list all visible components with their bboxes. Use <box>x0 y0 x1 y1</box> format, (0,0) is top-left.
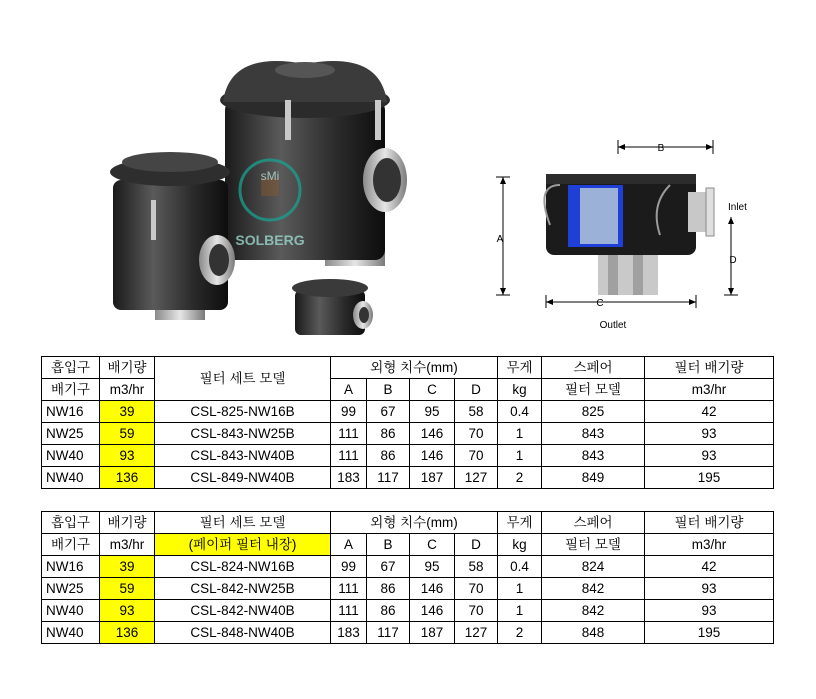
header-dim-b: B <box>367 534 410 556</box>
cell-d: 70 <box>455 445 498 467</box>
header-weight: 무게 <box>498 357 542 379</box>
header-dim-b: B <box>367 379 410 401</box>
small-filter-housing <box>292 279 373 335</box>
cell-model: CSL-842-NW25B <box>155 578 331 600</box>
product-photo <box>95 60 425 350</box>
cell-c: 146 <box>410 578 455 600</box>
header-spare-model: 필터 모델 <box>542 534 645 556</box>
header-weight-unit: kg <box>498 534 542 556</box>
cell-a: 183 <box>331 622 367 644</box>
dimension-b <box>618 140 713 154</box>
dimension-c <box>546 295 696 309</box>
watermark-text: SOLBERG <box>235 232 305 248</box>
cell-b: 86 <box>367 578 410 600</box>
cell-a: 183 <box>331 467 367 489</box>
label-inlet: Inlet <box>728 202 747 213</box>
cell-port: NW40 <box>42 622 100 644</box>
cell-d: 70 <box>455 600 498 622</box>
cell-spare: 843 <box>542 445 645 467</box>
label-outlet: Outlet <box>599 320 627 331</box>
header-dim-a: A <box>331 534 367 556</box>
cell-kg: 2 <box>498 622 542 644</box>
cell-d: 127 <box>455 467 498 489</box>
label-b: B <box>657 143 665 154</box>
cell-filter-flow: 42 <box>645 401 774 423</box>
cell-b: 67 <box>367 556 410 578</box>
cell-filter-flow: 93 <box>645 423 774 445</box>
cell-d: 58 <box>455 556 498 578</box>
cell-port: NW16 <box>42 401 100 423</box>
cell-a: 111 <box>331 600 367 622</box>
header-inlet: 흡입구 <box>42 512 100 534</box>
header-row-2 <box>42 534 774 556</box>
cell-model: CSL-843-NW25B <box>155 423 331 445</box>
diagram-housing <box>544 174 714 295</box>
header-dims: 외형 치수(mm) <box>331 357 498 379</box>
header-flow-unit: m3/hr <box>100 379 155 401</box>
cell-a: 99 <box>331 401 367 423</box>
cell-spare: 848 <box>542 622 645 644</box>
cell-kg: 2 <box>498 467 542 489</box>
header-filter-flow-unit: m3/hr <box>645 379 774 401</box>
cell-model: CSL-825-NW16B <box>155 401 331 423</box>
label-c: C <box>596 298 604 309</box>
cell-filter-flow: 93 <box>645 445 774 467</box>
cell-b: 86 <box>367 600 410 622</box>
cell-c: 146 <box>410 600 455 622</box>
table-row <box>42 401 774 423</box>
cell-b: 117 <box>367 467 410 489</box>
cell-spare: 842 <box>542 578 645 600</box>
cell-port: NW25 <box>42 578 100 600</box>
cell-kg: 1 <box>498 600 542 622</box>
cell-c: 146 <box>410 423 455 445</box>
cell-model: CSL-849-NW40B <box>155 467 331 489</box>
cell-flow: 59 <box>100 423 155 445</box>
header-spare-model: 필터 모델 <box>542 379 645 401</box>
cell-b: 86 <box>367 423 410 445</box>
cell-c: 146 <box>410 445 455 467</box>
cell-b: 67 <box>367 401 410 423</box>
cell-port: NW16 <box>42 556 100 578</box>
cell-kg: 1 <box>498 578 542 600</box>
cell-flow: 93 <box>100 445 155 467</box>
cell-flow: 93 <box>100 600 155 622</box>
cell-spare: 842 <box>542 600 645 622</box>
cell-d: 58 <box>455 401 498 423</box>
cell-kg: 0.4 <box>498 556 542 578</box>
cell-port: NW40 <box>42 445 100 467</box>
cell-c: 187 <box>410 467 455 489</box>
label-d: D <box>729 255 737 266</box>
header-spare: 스페어 <box>542 512 645 534</box>
cell-kg: 1 <box>498 445 542 467</box>
cell-filter-flow: 93 <box>645 578 774 600</box>
cell-c: 187 <box>410 622 455 644</box>
header-row-1 <box>42 512 774 534</box>
cell-model: CSL-824-NW16B <box>155 556 331 578</box>
header-dim-d: D <box>455 379 498 401</box>
header-model: 필터 세트 모델 <box>155 357 331 401</box>
medium-filter-housing <box>110 152 235 320</box>
cell-flow: 39 <box>100 556 155 578</box>
header-row-2 <box>42 379 774 401</box>
cell-c: 95 <box>410 401 455 423</box>
dimension-d <box>724 217 738 295</box>
cell-model: CSL-843-NW40B <box>155 445 331 467</box>
header-filter-flow-unit: m3/hr <box>645 534 774 556</box>
cell-a: 111 <box>331 578 367 600</box>
header-flow-unit: m3/hr <box>100 534 155 556</box>
cell-b: 117 <box>367 622 410 644</box>
cell-kg: 0.4 <box>498 401 542 423</box>
cell-filter-flow: 195 <box>645 622 774 644</box>
cell-filter-flow: 93 <box>645 600 774 622</box>
cell-filter-flow: 42 <box>645 556 774 578</box>
cell-model: CSL-848-NW40B <box>155 622 331 644</box>
cell-filter-flow: 195 <box>645 467 774 489</box>
table-row <box>42 423 774 445</box>
header-dims: 외형 치수(mm) <box>331 512 498 534</box>
cell-b: 86 <box>367 445 410 467</box>
cell-flow: 136 <box>100 622 155 644</box>
header-row-1 <box>42 357 774 379</box>
cell-kg: 1 <box>498 423 542 445</box>
dimension-a <box>496 177 510 295</box>
cell-spare: 825 <box>542 401 645 423</box>
header-model-note: (페이퍼 필터 내장) <box>155 534 331 556</box>
table-row <box>42 467 774 489</box>
table-row <box>42 578 774 600</box>
header-filter-flow: 필터 배기량 <box>645 357 774 379</box>
header-filter-flow: 필터 배기량 <box>645 512 774 534</box>
cell-port: NW25 <box>42 423 100 445</box>
header-dim-c: C <box>410 534 455 556</box>
cell-model: CSL-842-NW40B <box>155 600 331 622</box>
cell-flow: 39 <box>100 401 155 423</box>
cell-spare: 849 <box>542 467 645 489</box>
table-row <box>42 622 774 644</box>
header-dim-a: A <box>331 379 367 401</box>
cell-d: 70 <box>455 423 498 445</box>
cell-port: NW40 <box>42 600 100 622</box>
cell-port: NW40 <box>42 467 100 489</box>
label-a: A <box>496 234 504 245</box>
cell-flow: 136 <box>100 467 155 489</box>
header-inlet: 흡입구 <box>42 357 100 379</box>
cell-flow: 59 <box>100 578 155 600</box>
spec-table-paper-filter <box>41 511 774 644</box>
header-dim-c: C <box>410 379 455 401</box>
header-weight-unit: kg <box>498 379 542 401</box>
table-row <box>42 556 774 578</box>
header-outlet: 배기구 <box>42 379 100 401</box>
spec-table-standard <box>41 356 774 489</box>
dimension-diagram <box>488 130 768 340</box>
cell-c: 95 <box>410 556 455 578</box>
cell-a: 111 <box>331 423 367 445</box>
cell-d: 127 <box>455 622 498 644</box>
header-model: 필터 세트 모델 <box>155 512 331 534</box>
cell-spare: 843 <box>542 423 645 445</box>
cell-a: 99 <box>331 556 367 578</box>
header-flow: 배기량 <box>100 357 155 379</box>
cell-spare: 824 <box>542 556 645 578</box>
header-outlet: 배기구 <box>42 534 100 556</box>
cell-a: 111 <box>331 445 367 467</box>
watermark-logo-text: sMi <box>260 169 280 183</box>
header-flow: 배기량 <box>100 512 155 534</box>
table-row <box>42 600 774 622</box>
header-spare: 스페어 <box>542 357 645 379</box>
table-row <box>42 445 774 467</box>
header-weight: 무게 <box>498 512 542 534</box>
cell-d: 70 <box>455 578 498 600</box>
header-dim-d: D <box>455 534 498 556</box>
